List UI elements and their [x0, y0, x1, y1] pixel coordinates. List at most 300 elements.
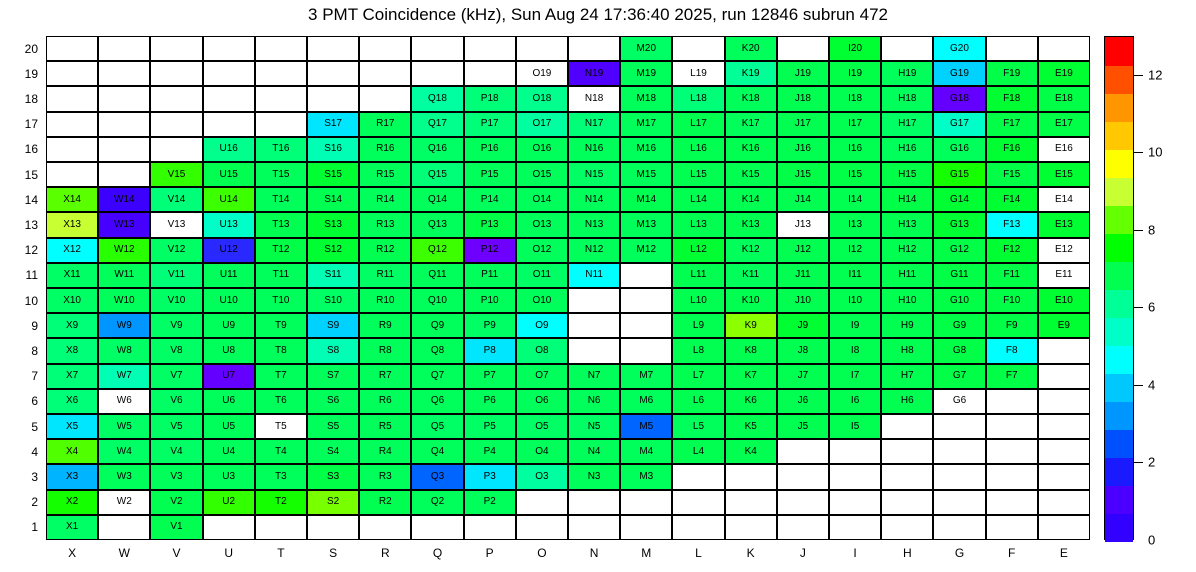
heatmap-cell[interactable]: Q6: [411, 389, 463, 414]
heatmap-cell[interactable]: G6: [933, 389, 985, 414]
heatmap-cell[interactable]: Q10: [411, 288, 463, 313]
heatmap-cell[interactable]: L6: [672, 389, 724, 414]
heatmap-cell[interactable]: T11: [255, 263, 307, 288]
heatmap-cell[interactable]: H7: [881, 364, 933, 389]
heatmap-cell[interactable]: N4: [568, 439, 620, 464]
heatmap-cell[interactable]: N6: [568, 389, 620, 414]
heatmap-cell[interactable]: G14: [933, 187, 985, 212]
heatmap-cell[interactable]: J5: [777, 414, 829, 439]
heatmap-cell[interactable]: S15: [307, 162, 359, 187]
heatmap-cell[interactable]: H16: [881, 137, 933, 162]
heatmap-cell[interactable]: M3: [620, 464, 672, 489]
heatmap-cell[interactable]: F14: [986, 187, 1038, 212]
heatmap-cell[interactable]: I8: [829, 338, 881, 363]
heatmap-cell[interactable]: T4: [255, 439, 307, 464]
heatmap-cell[interactable]: W6: [98, 389, 150, 414]
heatmap-cell[interactable]: J17: [777, 112, 829, 137]
heatmap-cell[interactable]: R8: [359, 338, 411, 363]
heatmap-cell[interactable]: I12: [829, 238, 881, 263]
heatmap-cell[interactable]: L14: [672, 187, 724, 212]
heatmap-cell[interactable]: F7: [986, 364, 1038, 389]
heatmap-cell[interactable]: P7: [464, 364, 516, 389]
heatmap-cell[interactable]: E15: [1038, 162, 1090, 187]
heatmap-cell[interactable]: H13: [881, 212, 933, 237]
heatmap-cell[interactable]: J13: [777, 212, 829, 237]
heatmap-cell[interactable]: P4: [464, 439, 516, 464]
heatmap-cell[interactable]: Q3: [411, 464, 463, 489]
heatmap-cell[interactable]: F19: [986, 61, 1038, 86]
heatmap-cell[interactable]: I20: [829, 36, 881, 61]
heatmap-cell[interactable]: U8: [203, 338, 255, 363]
heatmap-cell[interactable]: G15: [933, 162, 985, 187]
heatmap-cell[interactable]: X5: [46, 414, 98, 439]
heatmap-cell[interactable]: E9: [1038, 313, 1090, 338]
heatmap-cell[interactable]: O17: [516, 112, 568, 137]
heatmap-cell[interactable]: J18: [777, 86, 829, 111]
heatmap-cell[interactable]: T13: [255, 212, 307, 237]
heatmap-cell[interactable]: I15: [829, 162, 881, 187]
heatmap-cell[interactable]: O11: [516, 263, 568, 288]
heatmap-cell[interactable]: R15: [359, 162, 411, 187]
heatmap-cell[interactable]: V6: [150, 389, 202, 414]
heatmap-cell[interactable]: W7: [98, 364, 150, 389]
heatmap-cell[interactable]: S7: [307, 364, 359, 389]
heatmap-cell[interactable]: N3: [568, 464, 620, 489]
heatmap-cell[interactable]: N7: [568, 364, 620, 389]
heatmap-cell[interactable]: M19: [620, 61, 672, 86]
heatmap-cell[interactable]: Q12: [411, 238, 463, 263]
heatmap-cell[interactable]: J14: [777, 187, 829, 212]
heatmap-cell[interactable]: K10: [725, 288, 777, 313]
heatmap-cell[interactable]: O16: [516, 137, 568, 162]
heatmap-cell[interactable]: U15: [203, 162, 255, 187]
heatmap-cell[interactable]: W10: [98, 288, 150, 313]
heatmap-cell[interactable]: F15: [986, 162, 1038, 187]
heatmap-cell[interactable]: W8: [98, 338, 150, 363]
heatmap-cell[interactable]: H14: [881, 187, 933, 212]
heatmap-cell[interactable]: O14: [516, 187, 568, 212]
heatmap-cell[interactable]: S13: [307, 212, 359, 237]
heatmap-cell[interactable]: S14: [307, 187, 359, 212]
heatmap-cell[interactable]: U7: [203, 364, 255, 389]
heatmap-cell[interactable]: I19: [829, 61, 881, 86]
heatmap-cell[interactable]: H11: [881, 263, 933, 288]
heatmap-cell[interactable]: M12: [620, 238, 672, 263]
heatmap-cell[interactable]: V8: [150, 338, 202, 363]
heatmap-cell[interactable]: G18: [933, 86, 985, 111]
heatmap-cell[interactable]: X10: [46, 288, 98, 313]
heatmap-cell[interactable]: R6: [359, 389, 411, 414]
heatmap-cell[interactable]: S4: [307, 439, 359, 464]
heatmap-cell[interactable]: U12: [203, 238, 255, 263]
heatmap-cell[interactable]: X9: [46, 313, 98, 338]
heatmap-cell[interactable]: W3: [98, 464, 150, 489]
heatmap-cell[interactable]: K4: [725, 439, 777, 464]
heatmap-cell[interactable]: Q18: [411, 86, 463, 111]
heatmap-cell[interactable]: I10: [829, 288, 881, 313]
heatmap-cell[interactable]: L12: [672, 238, 724, 263]
heatmap-cell[interactable]: V9: [150, 313, 202, 338]
heatmap-cell[interactable]: E16: [1038, 137, 1090, 162]
heatmap-cell[interactable]: P3: [464, 464, 516, 489]
heatmap-cell[interactable]: O6: [516, 389, 568, 414]
heatmap-cell[interactable]: G17: [933, 112, 985, 137]
heatmap-cell[interactable]: P18: [464, 86, 516, 111]
heatmap-cell[interactable]: S5: [307, 414, 359, 439]
heatmap-cell[interactable]: J12: [777, 238, 829, 263]
heatmap-cell[interactable]: R13: [359, 212, 411, 237]
heatmap-cell[interactable]: S8: [307, 338, 359, 363]
heatmap-cell[interactable]: V7: [150, 364, 202, 389]
heatmap-cell[interactable]: F16: [986, 137, 1038, 162]
heatmap-cell[interactable]: I5: [829, 414, 881, 439]
heatmap-cell[interactable]: L7: [672, 364, 724, 389]
heatmap-cell[interactable]: U16: [203, 137, 255, 162]
heatmap-cell[interactable]: S3: [307, 464, 359, 489]
heatmap-cell[interactable]: L17: [672, 112, 724, 137]
heatmap-cell[interactable]: O8: [516, 338, 568, 363]
heatmap-cell[interactable]: P11: [464, 263, 516, 288]
heatmap-cell[interactable]: I9: [829, 313, 881, 338]
heatmap-cell[interactable]: P2: [464, 490, 516, 515]
heatmap-cell[interactable]: O19: [516, 61, 568, 86]
heatmap-cell[interactable]: U9: [203, 313, 255, 338]
heatmap-cell[interactable]: T10: [255, 288, 307, 313]
heatmap-cell[interactable]: L13: [672, 212, 724, 237]
heatmap-cell[interactable]: X1: [46, 515, 98, 540]
heatmap-cell[interactable]: T7: [255, 364, 307, 389]
heatmap-cell[interactable]: E14: [1038, 187, 1090, 212]
heatmap-cell[interactable]: V2: [150, 490, 202, 515]
heatmap-cell[interactable]: J9: [777, 313, 829, 338]
heatmap-cell[interactable]: M20: [620, 36, 672, 61]
heatmap-cell[interactable]: U4: [203, 439, 255, 464]
heatmap-cell[interactable]: T6: [255, 389, 307, 414]
heatmap-cell[interactable]: M6: [620, 389, 672, 414]
heatmap-cell[interactable]: X13: [46, 212, 98, 237]
heatmap-cell[interactable]: G20: [933, 36, 985, 61]
heatmap-cell[interactable]: P15: [464, 162, 516, 187]
heatmap-cell[interactable]: N16: [568, 137, 620, 162]
heatmap-cell[interactable]: V13: [150, 212, 202, 237]
heatmap-cell[interactable]: Q14: [411, 187, 463, 212]
heatmap-cell[interactable]: Q8: [411, 338, 463, 363]
heatmap-cell[interactable]: K18: [725, 86, 777, 111]
heatmap-cell[interactable]: Q13: [411, 212, 463, 237]
heatmap-cell[interactable]: H12: [881, 238, 933, 263]
heatmap-cell[interactable]: X2: [46, 490, 98, 515]
heatmap-cell[interactable]: H6: [881, 389, 933, 414]
heatmap-cell[interactable]: K17: [725, 112, 777, 137]
heatmap-cell[interactable]: M7: [620, 364, 672, 389]
heatmap-cell[interactable]: H19: [881, 61, 933, 86]
heatmap-cell[interactable]: O4: [516, 439, 568, 464]
heatmap-cell[interactable]: O15: [516, 162, 568, 187]
heatmap-cell[interactable]: P16: [464, 137, 516, 162]
heatmap-cell[interactable]: P14: [464, 187, 516, 212]
heatmap-cell[interactable]: K16: [725, 137, 777, 162]
heatmap-cell[interactable]: O12: [516, 238, 568, 263]
heatmap-cell[interactable]: M5: [620, 414, 672, 439]
heatmap-cell[interactable]: E17: [1038, 112, 1090, 137]
heatmap-cell[interactable]: P8: [464, 338, 516, 363]
heatmap-cell[interactable]: N15: [568, 162, 620, 187]
heatmap-cell[interactable]: V5: [150, 414, 202, 439]
heatmap-cell[interactable]: T9: [255, 313, 307, 338]
heatmap-cell[interactable]: U2: [203, 490, 255, 515]
heatmap-cell[interactable]: I14: [829, 187, 881, 212]
heatmap-cell[interactable]: M16: [620, 137, 672, 162]
heatmap-cell[interactable]: R3: [359, 464, 411, 489]
heatmap-cell[interactable]: P12: [464, 238, 516, 263]
heatmap-cell[interactable]: J8: [777, 338, 829, 363]
heatmap-cell[interactable]: S12: [307, 238, 359, 263]
heatmap-cell[interactable]: L10: [672, 288, 724, 313]
heatmap-cell[interactable]: V14: [150, 187, 202, 212]
heatmap-cell[interactable]: T12: [255, 238, 307, 263]
heatmap-cell[interactable]: Q15: [411, 162, 463, 187]
heatmap-cell[interactable]: M4: [620, 439, 672, 464]
heatmap-cell[interactable]: S9: [307, 313, 359, 338]
heatmap-cell[interactable]: U14: [203, 187, 255, 212]
heatmap-cell[interactable]: R14: [359, 187, 411, 212]
heatmap-cell[interactable]: O3: [516, 464, 568, 489]
heatmap-cell[interactable]: R16: [359, 137, 411, 162]
heatmap-cell[interactable]: T14: [255, 187, 307, 212]
heatmap-cell[interactable]: S2: [307, 490, 359, 515]
heatmap-cell[interactable]: O7: [516, 364, 568, 389]
heatmap-cell[interactable]: L19: [672, 61, 724, 86]
heatmap-cell[interactable]: P5: [464, 414, 516, 439]
heatmap-cell[interactable]: G12: [933, 238, 985, 263]
heatmap-cell[interactable]: U5: [203, 414, 255, 439]
heatmap-cell[interactable]: V3: [150, 464, 202, 489]
heatmap-cell[interactable]: I7: [829, 364, 881, 389]
heatmap-cell[interactable]: N19: [568, 61, 620, 86]
heatmap-cell[interactable]: E18: [1038, 86, 1090, 111]
heatmap-cell[interactable]: K5: [725, 414, 777, 439]
heatmap-cell[interactable]: U6: [203, 389, 255, 414]
heatmap-cell[interactable]: K12: [725, 238, 777, 263]
heatmap-cell[interactable]: F18: [986, 86, 1038, 111]
heatmap-cell[interactable]: J19: [777, 61, 829, 86]
heatmap-cell[interactable]: K13: [725, 212, 777, 237]
heatmap-cell[interactable]: P13: [464, 212, 516, 237]
heatmap-cell[interactable]: V4: [150, 439, 202, 464]
heatmap-cell[interactable]: R11: [359, 263, 411, 288]
heatmap-cell[interactable]: F11: [986, 263, 1038, 288]
heatmap-cell[interactable]: F10: [986, 288, 1038, 313]
heatmap-cell[interactable]: T15: [255, 162, 307, 187]
heatmap-cell[interactable]: R4: [359, 439, 411, 464]
heatmap-cell[interactable]: G16: [933, 137, 985, 162]
heatmap-cell[interactable]: K20: [725, 36, 777, 61]
heatmap-cell[interactable]: Q17: [411, 112, 463, 137]
heatmap-cell[interactable]: X6: [46, 389, 98, 414]
heatmap-cell[interactable]: Q11: [411, 263, 463, 288]
heatmap-cell[interactable]: L11: [672, 263, 724, 288]
heatmap-cell[interactable]: L9: [672, 313, 724, 338]
heatmap-cell[interactable]: O10: [516, 288, 568, 313]
heatmap-cell[interactable]: T16: [255, 137, 307, 162]
heatmap-cell[interactable]: S10: [307, 288, 359, 313]
heatmap-cell[interactable]: R10: [359, 288, 411, 313]
heatmap-cell[interactable]: I16: [829, 137, 881, 162]
heatmap-cell[interactable]: J11: [777, 263, 829, 288]
heatmap-cell[interactable]: T3: [255, 464, 307, 489]
heatmap-cell[interactable]: R12: [359, 238, 411, 263]
heatmap-cell[interactable]: Q5: [411, 414, 463, 439]
heatmap-cell[interactable]: I13: [829, 212, 881, 237]
heatmap-cell[interactable]: Q16: [411, 137, 463, 162]
heatmap-cell[interactable]: N13: [568, 212, 620, 237]
heatmap-cell[interactable]: W4: [98, 439, 150, 464]
heatmap-cell[interactable]: X8: [46, 338, 98, 363]
heatmap-cell[interactable]: R7: [359, 364, 411, 389]
heatmap-cell[interactable]: E10: [1038, 288, 1090, 313]
heatmap-cell[interactable]: F8: [986, 338, 1038, 363]
heatmap-cell[interactable]: F17: [986, 112, 1038, 137]
heatmap-cell[interactable]: G7: [933, 364, 985, 389]
heatmap-cell[interactable]: S11: [307, 263, 359, 288]
heatmap-cell[interactable]: N5: [568, 414, 620, 439]
heatmap-cell[interactable]: O13: [516, 212, 568, 237]
heatmap-cell[interactable]: K19: [725, 61, 777, 86]
heatmap-cell[interactable]: K11: [725, 263, 777, 288]
heatmap-cell[interactable]: Q2: [411, 490, 463, 515]
heatmap-cell[interactable]: F12: [986, 238, 1038, 263]
heatmap-cell[interactable]: K8: [725, 338, 777, 363]
heatmap-cell[interactable]: Q4: [411, 439, 463, 464]
heatmap-cell[interactable]: M15: [620, 162, 672, 187]
heatmap-cell[interactable]: M14: [620, 187, 672, 212]
heatmap-cell[interactable]: H9: [881, 313, 933, 338]
heatmap-cell[interactable]: L5: [672, 414, 724, 439]
heatmap-cell[interactable]: X3: [46, 464, 98, 489]
heatmap-cell[interactable]: V11: [150, 263, 202, 288]
heatmap-cell[interactable]: X4: [46, 439, 98, 464]
heatmap-cell[interactable]: K14: [725, 187, 777, 212]
heatmap-cell[interactable]: E19: [1038, 61, 1090, 86]
heatmap-cell[interactable]: I6: [829, 389, 881, 414]
heatmap-cell[interactable]: W12: [98, 238, 150, 263]
heatmap-cell[interactable]: J15: [777, 162, 829, 187]
heatmap-cell[interactable]: U13: [203, 212, 255, 237]
heatmap-cell[interactable]: E11: [1038, 263, 1090, 288]
heatmap-cell[interactable]: T8: [255, 338, 307, 363]
heatmap-cell[interactable]: I18: [829, 86, 881, 111]
heatmap-cell[interactable]: N14: [568, 187, 620, 212]
heatmap-cell[interactable]: N11: [568, 263, 620, 288]
heatmap-cell[interactable]: F13: [986, 212, 1038, 237]
heatmap-cell[interactable]: S16: [307, 137, 359, 162]
heatmap-cell[interactable]: J16: [777, 137, 829, 162]
heatmap-cell[interactable]: G10: [933, 288, 985, 313]
heatmap-cell[interactable]: L8: [672, 338, 724, 363]
heatmap-cell[interactable]: J6: [777, 389, 829, 414]
heatmap-cell[interactable]: V12: [150, 238, 202, 263]
heatmap-cell[interactable]: W14: [98, 187, 150, 212]
heatmap-cell[interactable]: V1: [150, 515, 202, 540]
heatmap-cell[interactable]: F9: [986, 313, 1038, 338]
heatmap-cell[interactable]: I17: [829, 112, 881, 137]
heatmap-cell[interactable]: G13: [933, 212, 985, 237]
heatmap-cell[interactable]: N17: [568, 112, 620, 137]
heatmap-cell[interactable]: R17: [359, 112, 411, 137]
heatmap-cell[interactable]: O5: [516, 414, 568, 439]
heatmap-cell[interactable]: K7: [725, 364, 777, 389]
heatmap-cell[interactable]: P17: [464, 112, 516, 137]
heatmap-cell[interactable]: E13: [1038, 212, 1090, 237]
heatmap-cell[interactable]: V15: [150, 162, 202, 187]
heatmap-cell[interactable]: X14: [46, 187, 98, 212]
heatmap-cell[interactable]: W11: [98, 263, 150, 288]
heatmap-cell[interactable]: M13: [620, 212, 672, 237]
heatmap-cell[interactable]: P6: [464, 389, 516, 414]
heatmap-cell[interactable]: H10: [881, 288, 933, 313]
heatmap-cell[interactable]: O9: [516, 313, 568, 338]
heatmap-cell[interactable]: X12: [46, 238, 98, 263]
heatmap-cell[interactable]: W5: [98, 414, 150, 439]
heatmap-cell[interactable]: U3: [203, 464, 255, 489]
heatmap-cell[interactable]: T5: [255, 414, 307, 439]
heatmap-cell[interactable]: O18: [516, 86, 568, 111]
heatmap-cell[interactable]: V10: [150, 288, 202, 313]
heatmap-cell[interactable]: W13: [98, 212, 150, 237]
heatmap-cell[interactable]: K6: [725, 389, 777, 414]
heatmap-cell[interactable]: M17: [620, 112, 672, 137]
heatmap-cell[interactable]: K15: [725, 162, 777, 187]
heatmap-cell[interactable]: J10: [777, 288, 829, 313]
heatmap-cell[interactable]: Q9: [411, 313, 463, 338]
heatmap-cell[interactable]: L15: [672, 162, 724, 187]
heatmap-cell[interactable]: N12: [568, 238, 620, 263]
heatmap-cell[interactable]: R9: [359, 313, 411, 338]
heatmap-cell[interactable]: G8: [933, 338, 985, 363]
heatmap-cell[interactable]: P9: [464, 313, 516, 338]
heatmap-cell[interactable]: T2: [255, 490, 307, 515]
heatmap-cell[interactable]: G19: [933, 61, 985, 86]
heatmap-cell[interactable]: L18: [672, 86, 724, 111]
heatmap-cell[interactable]: W2: [98, 490, 150, 515]
heatmap-cell[interactable]: U11: [203, 263, 255, 288]
heatmap-cell[interactable]: L4: [672, 439, 724, 464]
heatmap-cell[interactable]: W9: [98, 313, 150, 338]
heatmap-cell[interactable]: K9: [725, 313, 777, 338]
heatmap-cell[interactable]: M18: [620, 86, 672, 111]
heatmap-cell[interactable]: L16: [672, 137, 724, 162]
heatmap-cell[interactable]: I11: [829, 263, 881, 288]
heatmap-cell[interactable]: E12: [1038, 238, 1090, 263]
heatmap-cell[interactable]: S6: [307, 389, 359, 414]
heatmap-cell[interactable]: X7: [46, 364, 98, 389]
heatmap-cell[interactable]: U10: [203, 288, 255, 313]
heatmap-cell[interactable]: Q7: [411, 364, 463, 389]
heatmap-cell[interactable]: R2: [359, 490, 411, 515]
heatmap-cell[interactable]: G11: [933, 263, 985, 288]
heatmap-cell[interactable]: H18: [881, 86, 933, 111]
heatmap-cell[interactable]: G9: [933, 313, 985, 338]
heatmap-cell[interactable]: R5: [359, 414, 411, 439]
heatmap-cell[interactable]: N18: [568, 86, 620, 111]
heatmap-cell[interactable]: H8: [881, 338, 933, 363]
heatmap-cell[interactable]: H17: [881, 112, 933, 137]
heatmap-cell[interactable]: P10: [464, 288, 516, 313]
heatmap-cell[interactable]: H15: [881, 162, 933, 187]
heatmap-cell[interactable]: S17: [307, 112, 359, 137]
heatmap-cell[interactable]: X11: [46, 263, 98, 288]
heatmap-cell[interactable]: J7: [777, 364, 829, 389]
